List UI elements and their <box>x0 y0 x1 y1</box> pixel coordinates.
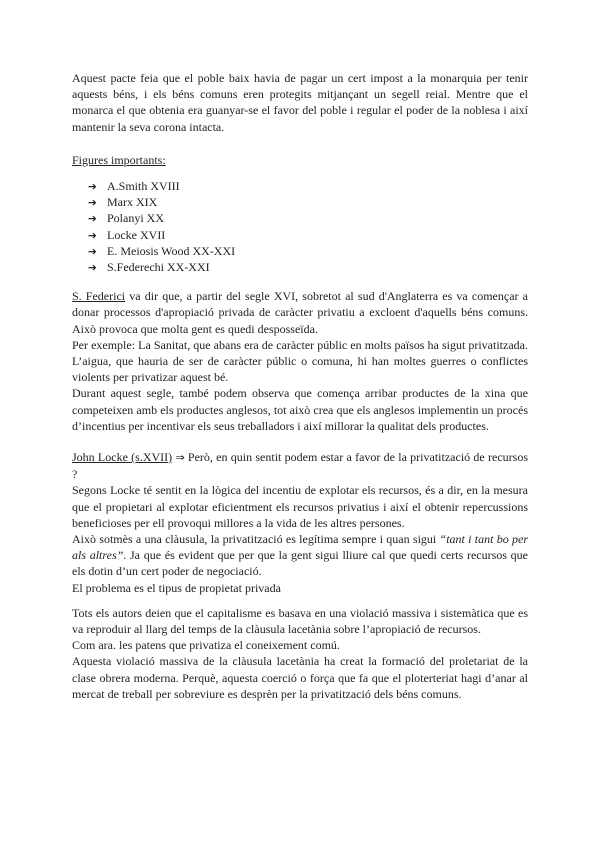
clause-quote: “tant i tant bo per als altres” <box>72 531 529 563</box>
figure-item-label: Marx XIX <box>107 195 158 210</box>
figures-heading-text: Figures importants: <box>72 152 166 167</box>
federici-paragraph <box>72 288 528 337</box>
figure-item-label: E. Meiosis Wood XX-XXI <box>107 243 236 258</box>
clause-text-after: . Ja que és evident que per que la gent sigui lliure cal que quedi certs recursos que els dotin d’un cert poder de negociació. <box>72 548 529 579</box>
figures-list <box>72 178 528 275</box>
authors-consequence-paragraph: Aquesta violació massiva de la clàusula lacetània ha creat la formació del proletariat de la clase obrera moderna. Perquè, aquesta coerció o força que fa que el ploterteriat hagi d’anar al mercat de treball per sobreviure es desprèn per la privatització dels béns comuns. <box>72 654 528 701</box>
implies-arrow-icon: ⇒ <box>175 450 185 464</box>
arrow-bullet-icon: ➔ <box>88 245 97 258</box>
intro-paragraph: Aquest pacte feia que el poble baix havia de pagar un cert impost a la monarquia per tenir aquests béns, i els béns comuns eren protegits mitjançant un segell reial. Mentre que el monarca el que obtenia era guanyar-se el favor del poble i regular el poder de la noblesa i així mantenir la seva corona intacta. <box>72 71 528 134</box>
figure-item <box>88 178 528 194</box>
figure-item-label: A.Smith XVIII <box>107 179 180 194</box>
figure-item-label: S.Federechi XX-XXI <box>107 259 210 274</box>
arrow-bullet-icon: ➔ <box>88 213 97 226</box>
arrow-bullet-icon: ➔ <box>88 197 97 210</box>
federici-example-paragraph: Per exemple: La Sanitat, que abans era de caràcter públic en molts països ha sigut privatitzada. L’aigua, que hauria de ser de caràcter públic o comuna, hi han moltes guerres o conflictes violents per privatizar aquest bé. <box>72 337 528 385</box>
clause-text-before: Això sotmès a una clàusula, la privatització es legítima sempre i quan sigui <box>72 531 440 546</box>
author-name-federici: S. Federici <box>72 289 126 304</box>
locke-clause-paragraph <box>72 531 528 580</box>
authors-example-line: Com ara. les patens que privatiza el coneixement comú. <box>72 638 340 653</box>
figure-item <box>88 210 528 226</box>
locke-section <box>72 449 528 596</box>
figure-item <box>88 243 528 259</box>
authors-section <box>72 605 528 702</box>
figure-item-label: Polanyi XX <box>107 211 164 226</box>
figure-item <box>88 194 528 210</box>
arrow-bullet-icon: ➔ <box>88 229 97 242</box>
locke-logic-paragraph: Segons Locke té sentit en la lògica del incentiu de explotar els recursos, és a dir, en la mesura que el propietari al explotar eficientment els recursos privatius i així el obtenir repercussions beneficioses per ell provoqui millores a la vida de les altres persones. <box>72 483 528 530</box>
author-name-locke: John Locke (s.XVII) <box>72 449 173 464</box>
figures-heading <box>72 152 528 168</box>
federici-section <box>72 288 528 434</box>
federici-century-paragraph: Durant aquest segle, també podem observa que comença arribar productes de la xina que competeixen amb els productes anglesos, tot això crea que els anglesos implementin un procés d’incentius per incentivar els seus treballadors i així millorar la qualitat dels productes. <box>72 386 528 433</box>
locke-problem-line: El problema es el tipus de propietat privada <box>72 580 281 595</box>
arrow-bullet-icon: ➔ <box>88 261 97 274</box>
arrow-bullet-icon: ➔ <box>88 181 97 194</box>
figure-item <box>88 227 528 243</box>
locke-question-paragraph <box>72 449 528 482</box>
authors-violation-paragraph: Tots els autors deien que el capitalisme es basava en una violació massiva i sistemàtica que es va reproduir al llarg del temps de la clàusula lacetània sobre l’apropiació de recursos. <box>72 605 528 636</box>
federici-text: va dir que, a partir del segle XVI, sobretot al sud d'Anglaterra es va començar a donar processos d'apropiació privada de caràcter privatiu a excloent d'aquells béns comuns. Això provoca que molta gent es quedi desposseïda. <box>72 289 528 336</box>
locke-question: Però, en quin sentit podem estar a favor de la privatització de recursos ? <box>72 449 528 482</box>
figure-item <box>88 259 528 275</box>
figure-item-label: Locke XVII <box>107 227 166 242</box>
